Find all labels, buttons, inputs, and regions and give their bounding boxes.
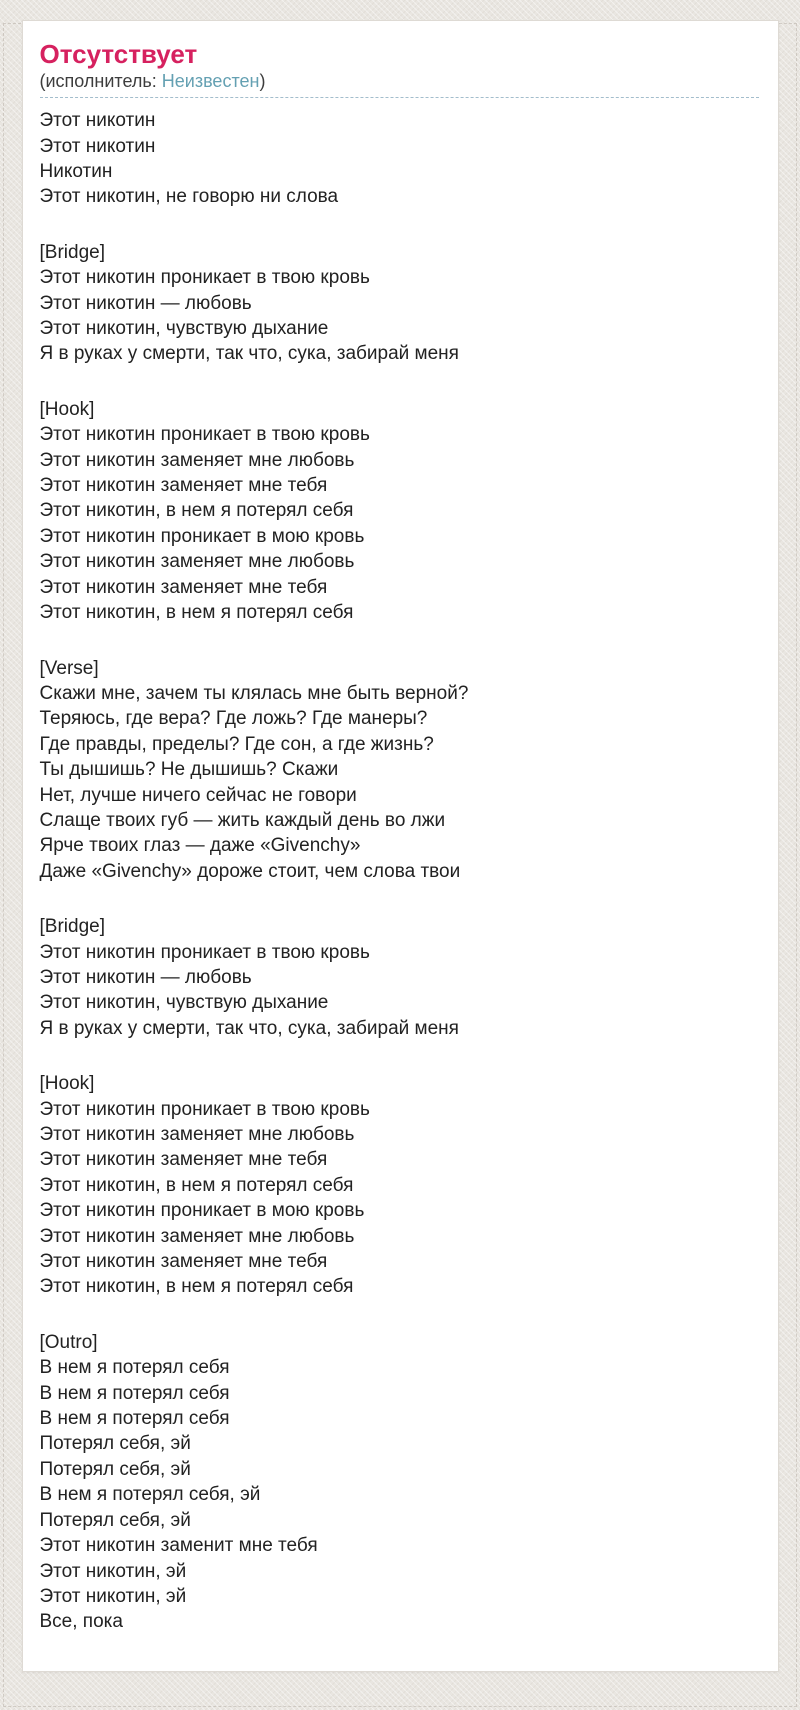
lyric-line: Я в руках у смерти, так что, сука, забирай меня [39,343,459,365]
lyric-line: Этот никотин — любовь [39,966,252,988]
lyric-line: [Bridge] [39,916,105,938]
artist-suffix: ) [259,71,266,92]
lyric-line: Этот никотин — любовь [39,292,252,314]
lyric-line: Слаще твоих губ — жить каждый день во лжи [39,809,446,831]
lyric-line: Даже «Givenchy» дороже стоит, чем слова твои [39,860,461,882]
lyric-line: Никотин [39,161,113,182]
lyric-line: Этот никотин заменяет мне любовь [39,1124,355,1145]
lyric-line: [Verse] [39,657,99,679]
lyric-line: Этот никотин заменяет мне любовь [39,1225,355,1247]
lyric-line: Теряюсь, где вера? Где ложь? Где манеры? [39,708,428,730]
lyric-line: Этот никотин, в нем я потерял себя [39,1276,354,1298]
lyric-line: Этот никотин, эй [39,1585,187,1607]
lyric-line: Этот никотин проникает в мою кровь [39,1200,365,1222]
lyrics-text [40,108,759,1635]
lyric-line: В нем я потерял себя [39,1408,230,1430]
lyric-line: Этот никотин, не говорю ни слова [39,186,339,208]
lyric-line: Скажи мне, зачем ты клялась мне быть верной? [39,682,469,704]
artist-link[interactable]: Неизвестен [161,71,260,92]
lyric-line: [Outro] [39,1331,98,1353]
lyric-line: Этот никотин заменяет мне тебя [39,576,328,598]
lyric-line: Этот никотин [39,135,156,157]
lyrics-section [40,656,759,885]
lyric-line: Этот никотин заменяет мне любовь [39,449,355,471]
lyric-line: Этот никотин, в нем я потерял себя [39,1174,354,1196]
lyric-line: Этот никотин заменяет мне тебя [39,475,328,497]
lyric-line: Этот никотин проникает в мою кровь [39,525,365,547]
lyric-line: Все, пока [39,1611,123,1633]
lyric-line: Этот никотин заменяет мне тебя [39,1149,328,1171]
lyric-line: Этот никотин, в нем я потерял себя [39,602,354,624]
page-title: Отсутствует [39,39,198,69]
lyric-line: Этот никотин заменяет мне любовь [39,551,355,573]
lyric-line: Этот никотин, чувствую дыхание [39,318,329,340]
lyric-line: Этот никотин проникает в твою кровь [39,941,370,963]
lyrics-section [40,1330,759,1635]
lyrics-section [40,1071,759,1300]
lyric-line: Этот никотин проникает в твою кровь [39,1098,370,1120]
lyrics-section [40,108,759,210]
artist-label: (исполнитель: [39,71,162,92]
lyric-line: Потерял себя, эй [39,1509,191,1531]
lyrics-section [40,240,759,367]
lyric-line: [Bridge] [39,241,105,263]
lyrics-section [40,914,759,1041]
lyric-line: Нет, лучше ничего сейчас не говори [39,784,357,806]
lyrics-section [40,397,759,626]
lyric-line: Где правды, пределы? Где сон, а где жизнь? [39,733,434,755]
lyric-line: В нем я потерял себя [39,1382,230,1404]
lyric-line: Этот никотин, в нем я потерял себя [39,500,354,522]
lyric-line: Ты дышишь? Не дышишь? Скажи [39,759,339,781]
lyric-line: Я в руках у смерти, так что, сука, забирай меня [39,1017,459,1039]
lyric-line: Этот никотин, эй [39,1560,187,1582]
lyric-line: [Hook] [39,398,95,420]
lyric-line: В нем я потерял себя [39,1357,230,1379]
lyric-line: [Hook] [39,1073,95,1095]
lyric-line: Потерял себя, эй [39,1433,191,1455]
lyric-line: Ярче твоих глаз — даже «Givenchy» [39,835,361,857]
lyrics-card [22,20,779,1672]
lyric-line: Этот никотин [39,110,156,132]
lyric-line: Потерял себя, эй [39,1458,191,1480]
lyric-line: Этот никотин, чувствую дыхание [39,992,329,1014]
lyric-line: Этот никотин проникает в твою кровь [39,267,370,289]
lyric-line: В нем я потерял себя, эй [39,1484,261,1506]
artist-line [40,70,759,98]
lyric-line: Этот никотин заменит мне тебя [39,1535,318,1557]
lyric-line: Этот никотин заменяет мне тебя [39,1251,328,1273]
lyric-line: Этот никотин проникает в твою кровь [39,424,370,446]
